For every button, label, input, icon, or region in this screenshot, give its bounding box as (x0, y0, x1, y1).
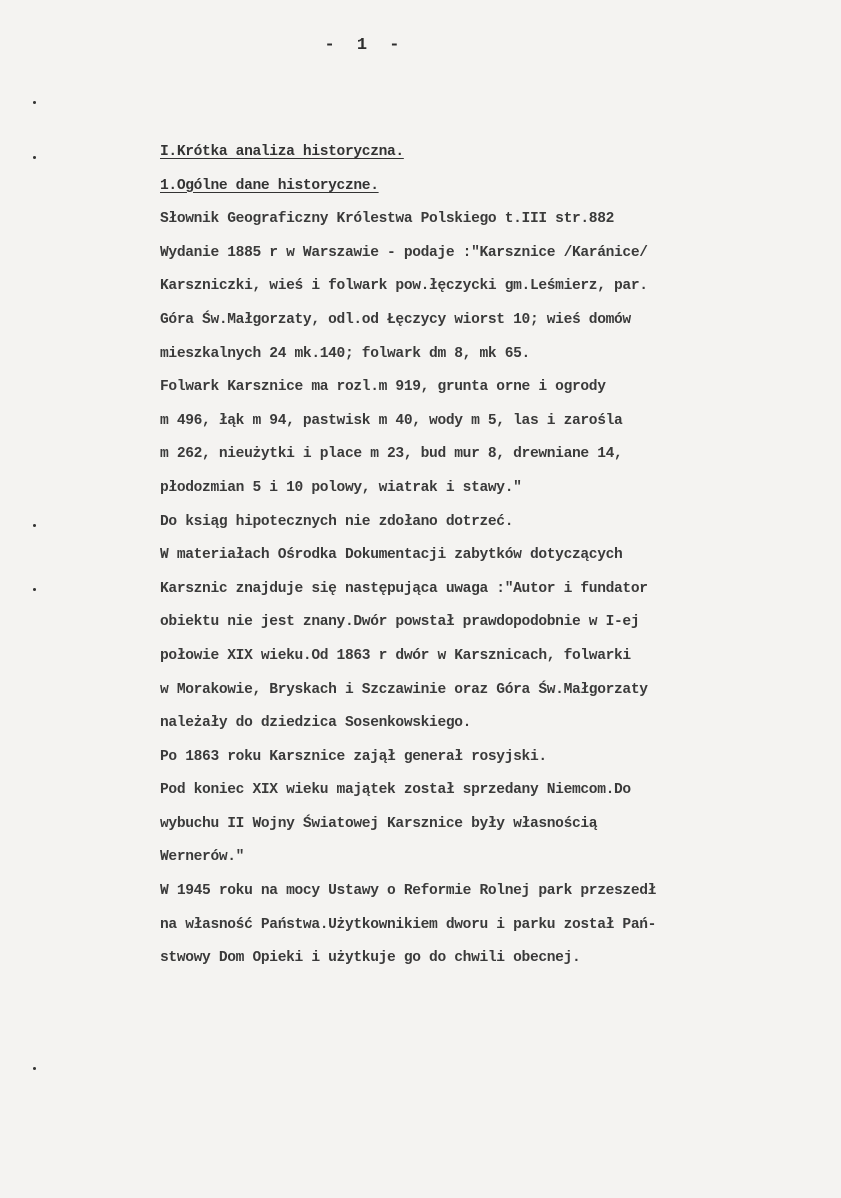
text-line: płodozmian 5 i 10 polowy, wiatrak i stawy." (160, 479, 522, 496)
text-line: stwowy Dom Opieki i użytkuje go do chwili obecnej. (160, 950, 581, 967)
text-line: Do ksiąg hipotecznych nie zdołano dotrzeć. (160, 513, 514, 530)
punch-hole-mark (33, 156, 36, 159)
text-line: Folwark Karsznice ma rozl.m 919, grunta orne i ogrody (160, 379, 606, 396)
page-number: - 1 - (324, 36, 406, 55)
text-line: m 496, łąk m 94, pastwisk m 40, wody m 5, las i zarośla (160, 412, 623, 429)
text-line: na własność Państwa.Użytkownikiem dworu i parku został Pań- (160, 916, 657, 933)
text-line: W materiałach Ośrodka Dokumentacji zabytków dotyczących (160, 547, 623, 564)
text-line: Słownik Geograficzny Królestwa Polskiego t.III str.882 (160, 211, 615, 228)
text-line: Pod koniec XIX wieku majątek został sprzedany Niemcom.Do (160, 782, 631, 799)
text-line: należały do dziedzica Sosenkowskiego. (160, 715, 472, 732)
text-line: Karsznic znajduje się następująca uwaga :"Autor i fundator (160, 580, 648, 597)
section-heading: I.Krótka analiza historyczna. (160, 144, 404, 160)
text-line: W 1945 roku na mocy Ustawy o Reformie Rolnej park przeszedł (160, 883, 657, 900)
punch-hole-mark (33, 101, 36, 104)
punch-hole-mark (33, 524, 36, 527)
text-line: wybuchu II Wojny Światowej Karsznice były własnością (160, 815, 598, 832)
text-line: Po 1863 roku Karsznice zajął generał rosyjski. (160, 748, 547, 765)
text-line: połowie XIX wieku.Od 1863 r dwór w Karsznicach, folwarki (160, 647, 631, 664)
document-body (160, 136, 800, 976)
text-line: Wernerów." (160, 849, 245, 866)
punch-hole-mark (33, 588, 36, 591)
text-line: m 262, nieużytki i place m 23, bud mur 8, drewniane 14, (160, 446, 623, 463)
text-line: Karszniczki, wieś i folwark pow.łęczycki gm.Leśmierz, par. (160, 278, 648, 295)
subsection-heading: 1.Ogólne dane historyczne. (160, 177, 379, 194)
punch-hole-mark (33, 1067, 36, 1070)
text-line: Wydanie 1885 r w Warszawie - podaje :"Karsznice /Karánice/ (160, 244, 648, 261)
text-line: obiektu nie jest znany.Dwór powstał prawdopodobnie w I-ej (160, 614, 640, 631)
text-line: mieszkalnych 24 mk.140; folwark dm 8, mk 65. (160, 345, 530, 362)
text-line: Góra Św.Małgorzaty, odl.od Łęczycy wiorst 10; wieś domów (160, 311, 631, 328)
text-line: w Morakowie, Bryskach i Szczawinie oraz Góra Św.Małgorzaty (160, 681, 648, 698)
